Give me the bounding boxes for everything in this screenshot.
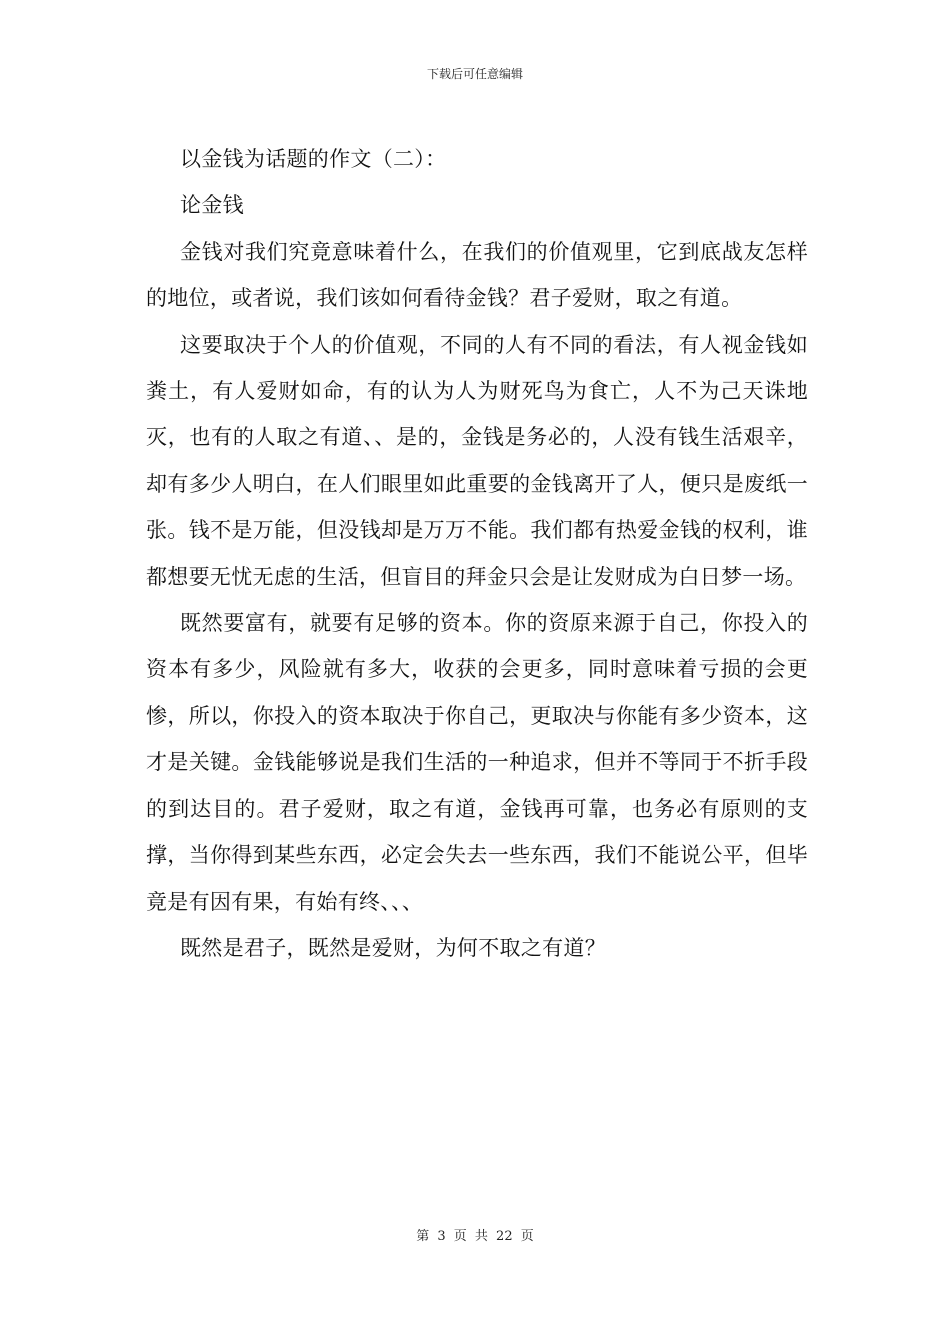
- paragraph: 既然要富有，就要有足够的资本。你的资原来源于自己，你投入的资本有多少，风险就有多大，收获的会更多，同时意味着亏损的会更惨，所以，你投入的资本取决于你自己，更取决与你能有多少资本，这才是关键。金钱能够说是我们生活的一种追求，但并不等同于不折手段的到达目的。君子爱财，取之有道，金钱再可靠，也务必有原则的支撑，当你得到某些东西，必定会失去一些东西，我们不能说公平，但毕竟是有因有果，有始有终、、、: [146, 611, 808, 914]
- document-body: [146, 136, 808, 971]
- page-footer: 第 3 页 共 22 页: [416, 1229, 534, 1244]
- paragraph: 金钱对我们究竟意味着什么，在我们的价值观里，它到底战友怎样的地位，或者说，我们该如何看待金钱？君子爱财，取之有道。: [146, 239, 808, 311]
- essay-title: 论金钱: [180, 193, 244, 218]
- page-header: 下载后可任意编辑: [426, 67, 523, 81]
- paragraph: 这要取决于个人的价值观，不同的人有不同的看法，有人视金钱如粪土，有人爱财如命，有的认为人为财死鸟为食亡，人不为己天诛地灭，也有的人取之有道、、是的，金钱是务必的，人没有钱生活艰辛，却有多少人明白，在人们眼里如此重要的金钱离开了人，便只是废纸一张。钱不是万能，但没钱却是万万不能。我们都有热爱金钱的权利，谁都想要无忧无虑的生活，但盲目的拜金只会是让发财成为白日梦一场。: [146, 332, 808, 589]
- paragraph: 既然是君子，既然是爱财，为何不取之有道？: [180, 935, 606, 960]
- essay-heading: 以金钱为话题的作文（二）：: [180, 147, 447, 171]
